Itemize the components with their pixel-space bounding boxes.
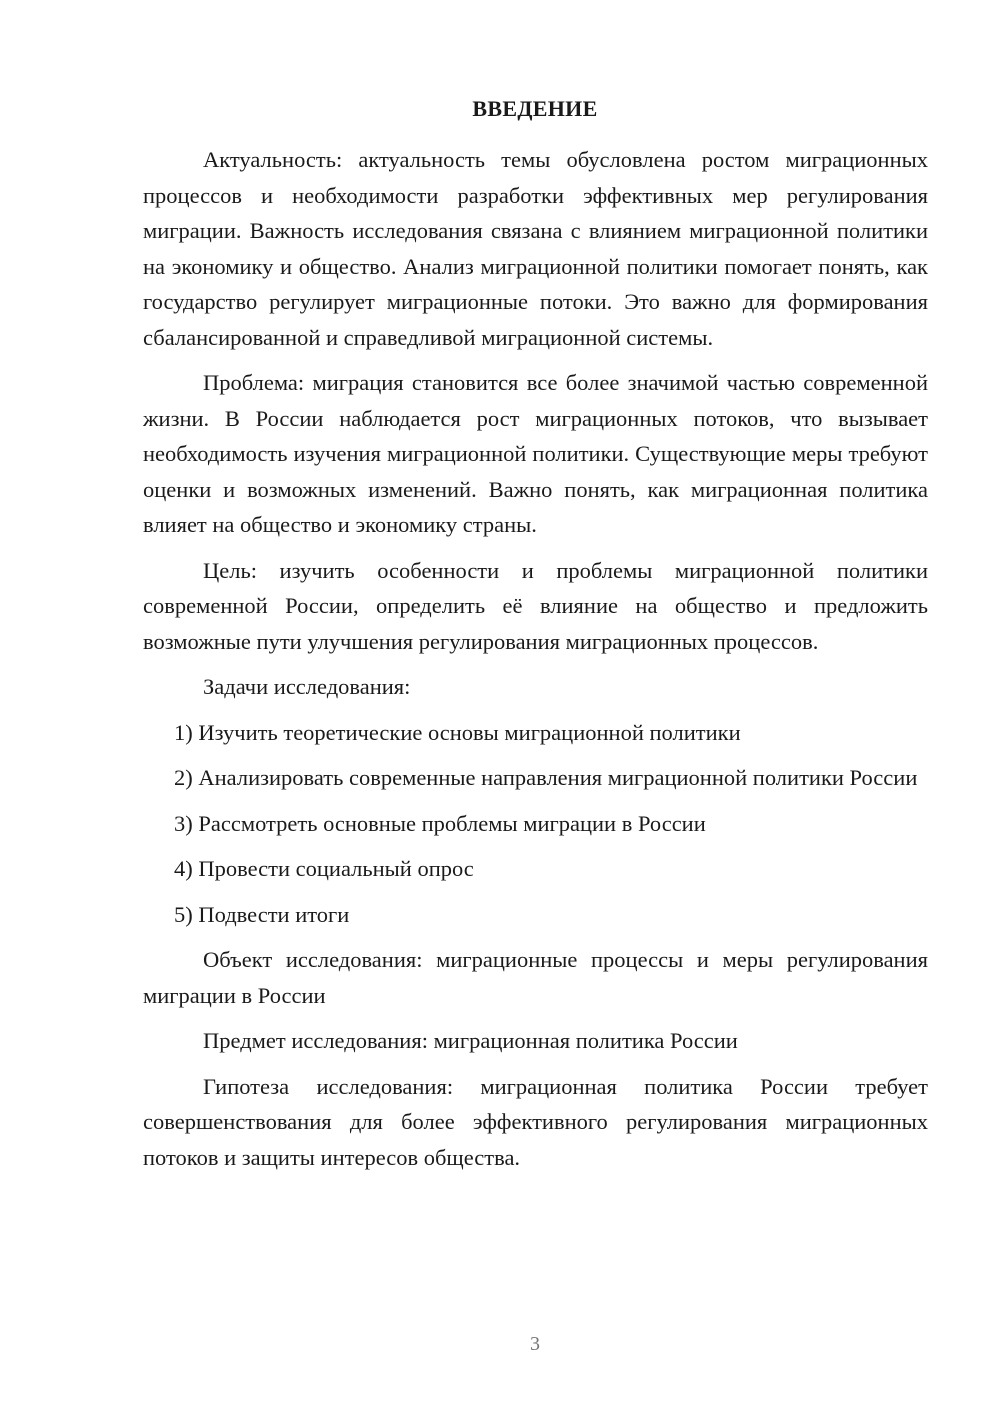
paragraph-subject: Предмет исследования: миграционная политика России xyxy=(203,1028,738,1053)
paragraph-hypothesis: Гипотеза исследования: миграционная политика России требует совершенствования для более эффективного регулирования миграционных потоков и защиты интересов общества. xyxy=(143,1073,928,1170)
page-number: 3 xyxy=(530,1333,540,1355)
document-body xyxy=(143,142,928,1175)
paragraph-object: Объект исследования: миграционные процессы и меры регулирования миграции в России xyxy=(143,947,928,1008)
task-item: 3) Рассмотреть основные проблемы миграции в России xyxy=(174,810,706,836)
task-item: 2) Анализировать современные направления миграционной политики России xyxy=(174,765,918,790)
paragraph-relevance: Актуальность: актуальность темы обусловлена ростом миграционных процессов и необходимости разработки эффективных мер регулирования миграции. Важность исследования связана с влиянием миграционной политики на экономику и общество. Анализ миграционной политики помогает понять, как государство регулирует миграционные потоки. Это важно для формирования сбалансированной и справедливой миграционной системы. xyxy=(143,147,928,350)
task-item: 4) Провести социальный опрос xyxy=(174,856,474,881)
tasks-heading: Задачи исследования: xyxy=(203,674,411,699)
task-item: 5) Подвести итоги xyxy=(174,901,350,927)
task-item: 1) Изучить теоретические основы миграционной политики xyxy=(174,719,741,745)
paragraph-problem: Проблема: миграция становится все более значимой частью современной жизни. В России наблюдается рост миграционных потоков, что вызывает необходимость изучения миграционной политики. Существующие меры требуют оценки и возможных изменений. Важно понять, как миграционная политика влияет на общество и экономику страны. xyxy=(143,370,928,537)
section-title: ВВЕДЕНИЕ xyxy=(472,96,598,121)
paragraph-goal: Цель: изучить особенности и проблемы миграционной политики современной России, определить её влияние на общество и предложить возможные пути улучшения регулирования миграционных процессов. xyxy=(143,557,928,654)
